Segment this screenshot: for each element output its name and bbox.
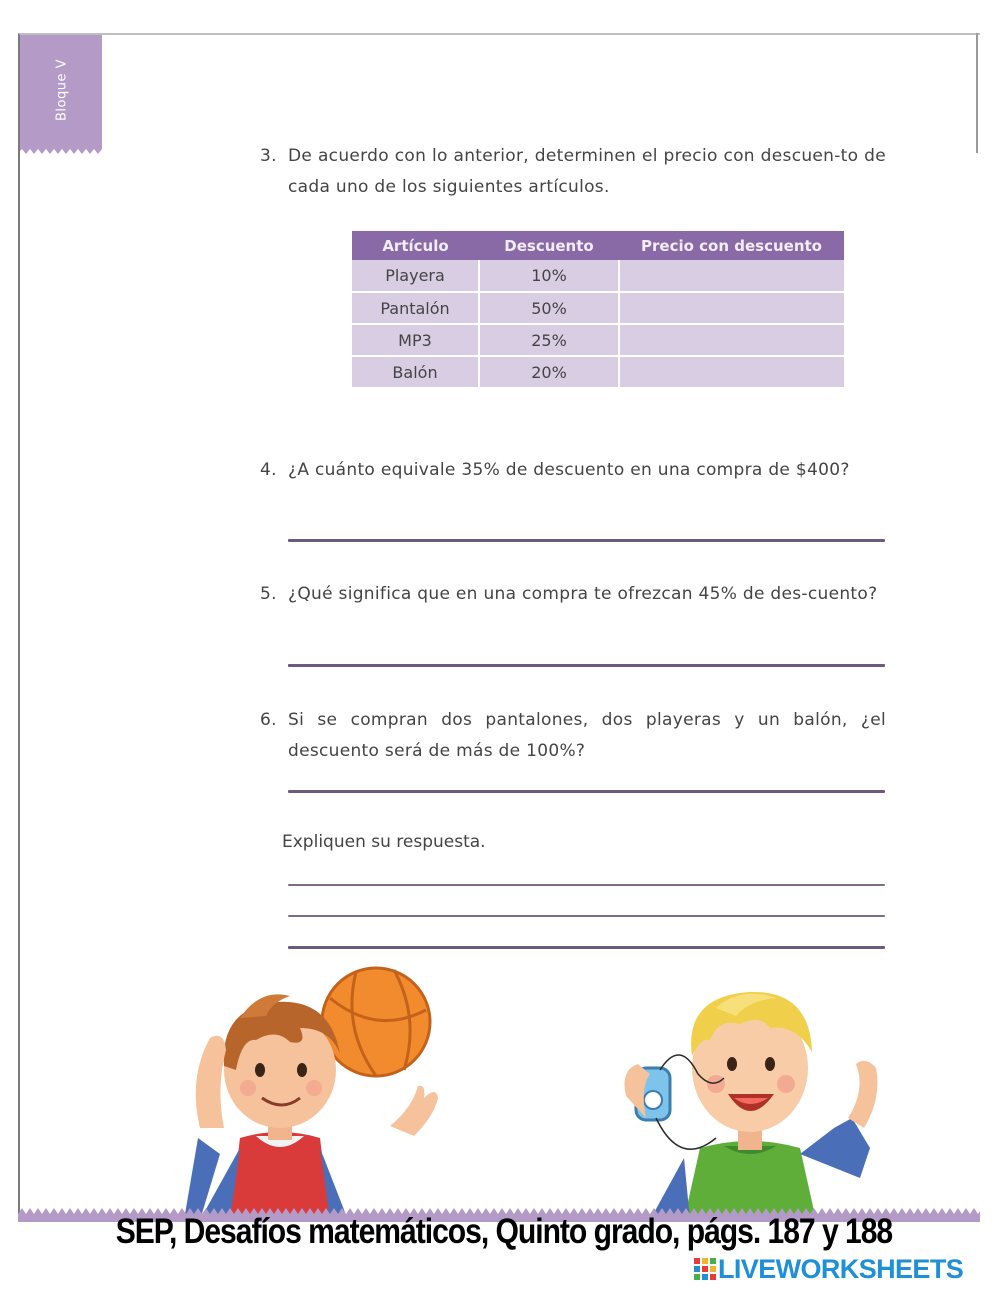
cell-descuento: 10%	[479, 260, 619, 292]
liveworksheets-brand[interactable]	[694, 1254, 963, 1285]
cell-articulo: Playera	[352, 260, 479, 292]
question-4	[260, 455, 886, 486]
answer-line-q4[interactable]	[288, 539, 885, 542]
answer-line-q5[interactable]	[288, 664, 885, 667]
answer-line-explain-1[interactable]	[288, 884, 885, 886]
question-5-number: 5.	[260, 584, 277, 604]
cell-descuento: 50%	[479, 292, 619, 324]
question-6-number: 6.	[260, 710, 277, 730]
cell-articulo: Pantalón	[352, 292, 479, 324]
answer-line-explain-3[interactable]	[288, 946, 885, 949]
answer-line-q6[interactable]	[288, 790, 885, 793]
header-articulo: Artículo	[352, 231, 479, 260]
cell-descuento: 20%	[479, 356, 619, 388]
liveworksheets-logo-icon	[694, 1258, 716, 1282]
table-row	[352, 356, 844, 388]
discount-table	[352, 231, 844, 389]
question-5	[260, 579, 886, 610]
question-3-text: De acuerdo con lo anterior, determinen el precio con descuen-to de cada uno de los siguientes artículos.	[288, 146, 886, 197]
cell-precio-input[interactable]	[619, 356, 844, 388]
page-edge	[976, 33, 978, 153]
header-descuento: Descuento	[479, 231, 619, 260]
question-6	[260, 705, 886, 767]
table-row	[352, 324, 844, 356]
cell-precio-input[interactable]	[619, 324, 844, 356]
table-row	[352, 292, 844, 324]
table-row	[352, 260, 844, 292]
question-6-text: Si se compran dos pantalones, dos playeras y un balón, ¿el descuento será de más de 100%?	[288, 710, 886, 761]
question-5-text: ¿Qué significa que en una compra te ofrezcan 45% de des-cuento?	[288, 584, 878, 604]
boy-with-mp3-illustration	[620, 978, 890, 1220]
header-precio: Precio con descuento	[619, 231, 844, 260]
cell-precio-input[interactable]	[619, 292, 844, 324]
answer-line-explain-2[interactable]	[288, 915, 885, 917]
question-4-text: ¿A cuánto equivale 35% de descuento en una compra de $400?	[288, 460, 850, 480]
basketball-icon	[322, 968, 430, 1076]
question-4-number: 4.	[260, 460, 277, 480]
explain-prompt: Expliquen su respuesta.	[282, 832, 486, 852]
cell-articulo: Balón	[352, 356, 479, 388]
question-3	[260, 141, 886, 203]
side-tab-zigzag	[20, 143, 102, 155]
brand-name: LIVEWORKSHEETS	[718, 1254, 964, 1284]
credit-text: SEP, Desafíos matemáticos, Quinto grado, págs. 187 y 188	[115, 1212, 893, 1251]
cell-descuento: 25%	[479, 324, 619, 356]
boy-with-ball-illustration	[180, 958, 450, 1220]
cell-articulo: MP3	[352, 324, 479, 356]
question-3-number: 3.	[260, 146, 277, 166]
cell-precio-input[interactable]	[619, 260, 844, 292]
table-header-row	[352, 231, 844, 260]
side-tab-label: Bloque V	[54, 59, 70, 121]
